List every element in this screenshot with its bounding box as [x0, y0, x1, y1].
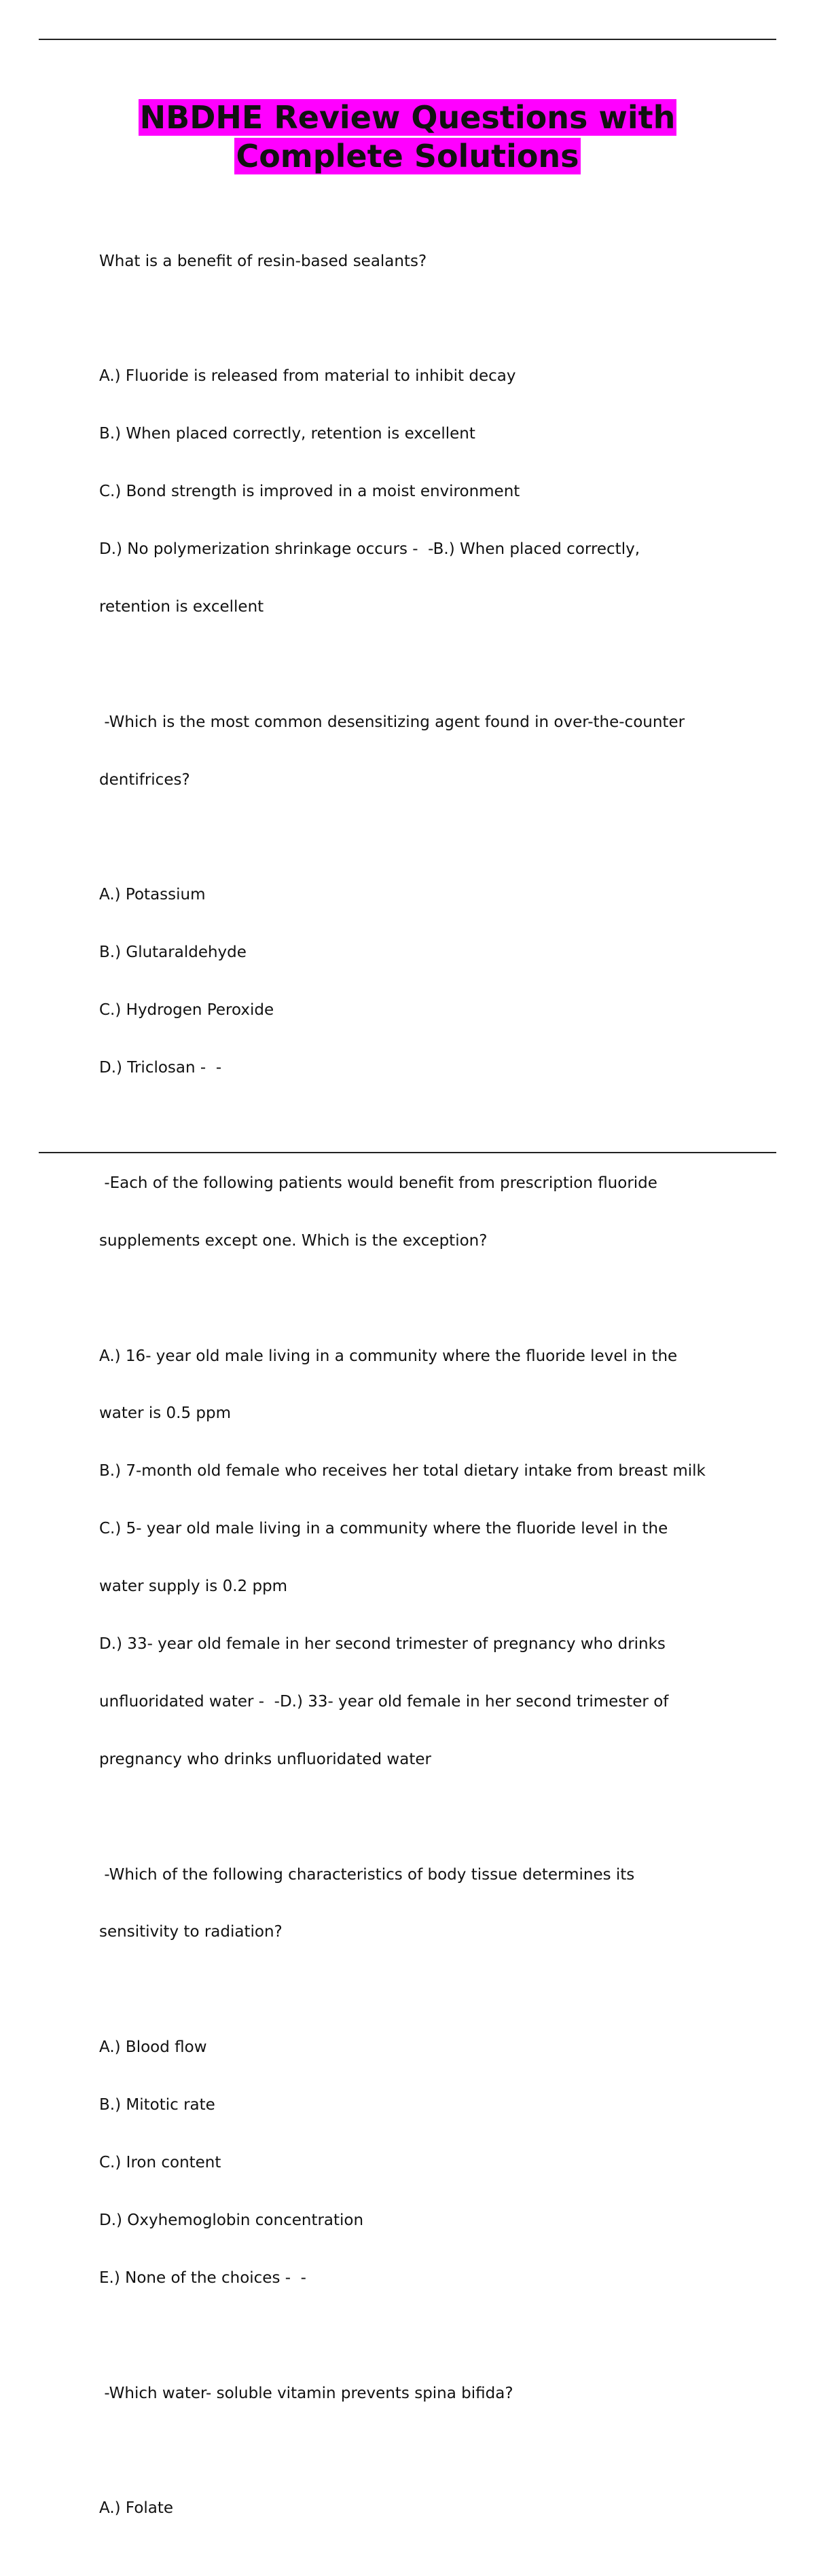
- option-line: C.) Bond strength is improved in a moist environment: [99, 483, 520, 501]
- option-line: A.) Blood flow: [99, 2038, 207, 2057]
- question-text: supplements except one. Which is the exception?: [99, 1231, 488, 1250]
- option-line: D.) 33- year old female in her second trimester of pregnancy who drinks: [99, 1635, 666, 1653]
- option-line: pregnancy who drinks unfluoridated water: [99, 1750, 431, 1768]
- question-block-3: [99, 1135, 778, 1288]
- option-line: D.) Triclosan - -: [99, 1059, 222, 1077]
- option-line: E.) None of the choices - -: [99, 2269, 306, 2287]
- option-line: D.) Oxyhemoglobin concentration: [99, 2211, 364, 2229]
- question-block-5: [99, 2345, 778, 2441]
- document-title: [41, 98, 774, 176]
- question-text: -Which water- soluble vitamin prevents spina bifida?: [99, 2384, 513, 2402]
- option-line: unfluoridated water - -D.) 33- year old female in her second trimester of: [99, 1692, 669, 1711]
- option-line: D.) No polymerization shrinkage occurs - -B.) When placed correctly,: [99, 540, 640, 559]
- option-line: C.) Hydrogen Peroxide: [99, 1001, 274, 1020]
- option-line: A.) 16- year old male living in a community where the fluoride level in the: [99, 1347, 678, 1365]
- question-text: -Which of the following characteristics of body tissue determines its: [99, 1865, 635, 1884]
- question-block-1: [99, 213, 778, 309]
- question-block-4: [99, 1827, 778, 1980]
- title-line-2: Complete Solutions: [236, 138, 579, 174]
- options-block-4: [99, 2000, 778, 2326]
- option-line: A.) Potassium: [99, 886, 206, 904]
- option-line: C.) Iron content: [99, 2153, 221, 2171]
- options-block-2: [99, 847, 778, 1116]
- option-line: water supply is 0.2 ppm: [99, 1578, 288, 1596]
- option-line: B.) 7-month old female who receives her total dietary intake from breast milk: [99, 1462, 706, 1480]
- document-body: [99, 213, 778, 2576]
- options-block-5: [99, 2461, 778, 2556]
- question-text: -Each of the following patients would benefit from prescription fluoride: [99, 1174, 657, 1192]
- options-block-3: [99, 1308, 778, 1808]
- option-line: B.) Mitotic rate: [99, 2096, 215, 2114]
- question-text: -Which is the most common desensitizing agent found in over-the-counter: [99, 713, 685, 731]
- option-line: water is 0.5 ppm: [99, 1404, 232, 1423]
- option-line: B.) Glutaraldehyde: [99, 944, 247, 962]
- option-line: retention is excellent: [99, 597, 264, 616]
- bottom-rule: [39, 1152, 776, 1153]
- option-line: A.) Folate: [99, 2499, 174, 2518]
- option-line: C.) 5- year old male living in a community where the fluoride level in the: [99, 1520, 668, 1538]
- question-text: dentifrices?: [99, 770, 190, 789]
- title-line-1: NBDHE Review Questions with: [139, 99, 676, 136]
- question-text: What is a benefit of resin-based sealants?: [99, 252, 427, 270]
- options-block-1: [99, 329, 778, 655]
- option-line: A.) Fluoride is released from material to inhibit decay: [99, 367, 516, 386]
- top-rule: [39, 39, 776, 40]
- option-line: B.) When placed correctly, retention is excellent: [99, 425, 475, 443]
- question-block-2: [99, 674, 778, 827]
- question-text: sensitivity to radiation?: [99, 1923, 283, 1941]
